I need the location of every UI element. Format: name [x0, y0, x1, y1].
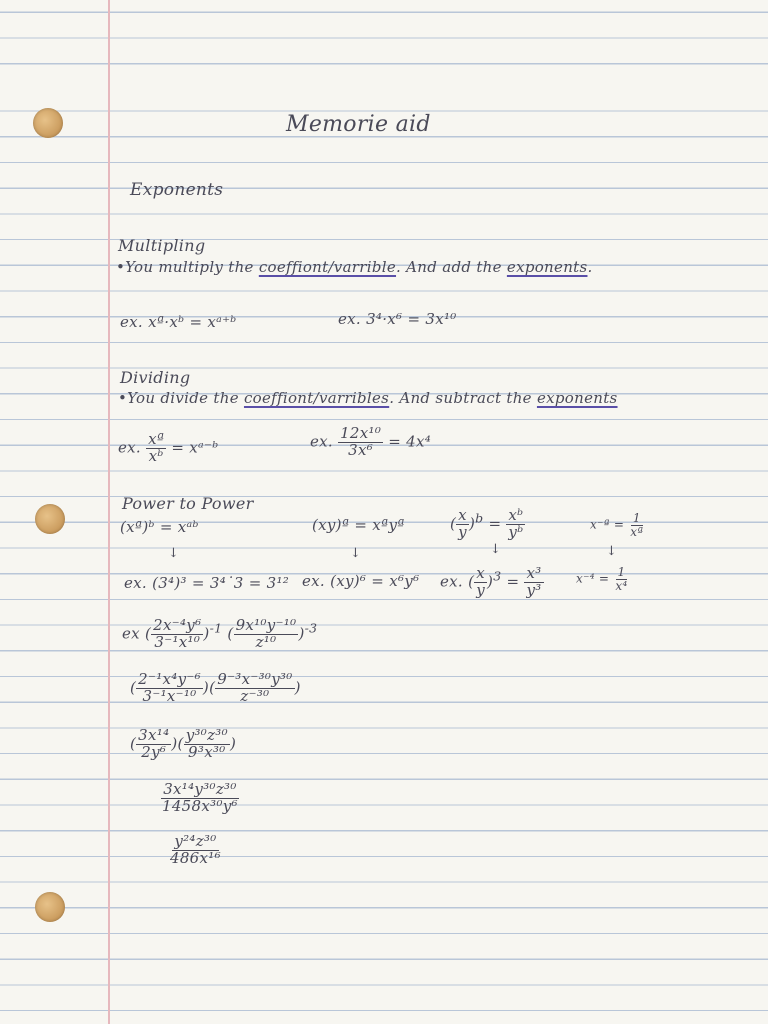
worked-s5-numerator: y²⁴z³⁰	[174, 832, 217, 850]
power-heading: Power to Power	[122, 494, 254, 513]
power-example-2: ex. (xy)⁶ = x⁶y⁶	[302, 572, 420, 590]
power-ex3-exponent: 3	[493, 568, 502, 584]
power-ex4-denominator: x⁴	[615, 578, 628, 593]
power-rule4-lhs: x⁻ª =	[590, 517, 625, 532]
dividing-ex2-denominator: 3x⁶	[348, 440, 374, 459]
worked-s2b-numerator: 9⁻³x⁻³⁰y³⁰	[217, 670, 293, 688]
arrow-down-icon: ↓	[168, 546, 180, 561]
worked-s1b-exponent: -3	[304, 620, 318, 636]
worked-s3b-denominator: 9³x³⁰	[188, 742, 226, 761]
worked-s2a-denominator: 3⁻¹x⁻¹⁰	[142, 686, 197, 705]
power-rule4-denominator: xª	[630, 524, 644, 539]
dividing-rule-mid: . And subtract the	[389, 389, 532, 407]
worked-s3b-numerator: y³⁰z³⁰	[185, 726, 228, 744]
worked-s1a-numerator: 2x⁻⁴y⁶	[153, 616, 202, 634]
multiplying-rule-end: .	[587, 258, 593, 276]
dividing-example-2	[310, 426, 431, 459]
worked-s5-fraction	[168, 834, 223, 867]
power-rule3-result	[506, 508, 525, 541]
power-ex4-fraction	[613, 566, 629, 592]
worked-s3a-fraction	[136, 728, 171, 761]
worked-step-4	[160, 782, 240, 815]
arrow-down-icon: ↓	[490, 542, 502, 557]
worked-s2b-fraction	[215, 672, 294, 705]
power-rule3-numerator: x	[458, 506, 467, 524]
worked-label: ex	[122, 624, 140, 643]
arrow-down-icon: ↓	[606, 544, 618, 559]
power-example-3: ex. ( $\frac{x}{y}$ )$^3$ = $\frac{\text{x³}}{\text{y³}}$	[440, 564, 542, 599]
binder-hole-middle	[35, 504, 65, 534]
page-title: Memorie aid	[286, 112, 431, 137]
power-ex3-numerator: x	[476, 564, 486, 582]
dividing-ex1-fraction	[146, 432, 166, 465]
power-rule-2: (xy)ª = xªyª	[312, 516, 405, 534]
dividing-ex1-numerator: xª	[148, 430, 165, 448]
binder-hole-bottom	[35, 892, 65, 922]
multiplying-heading: Multipling	[118, 236, 206, 255]
power-example-1: ex. (3⁴)³ = 3⁴˙3 = 3¹²	[124, 574, 290, 592]
multiplying-rule-mid: . And add the	[396, 258, 502, 276]
dividing-rule	[118, 389, 618, 407]
multiplying-rule-start: •You multiply the	[116, 258, 254, 276]
dividing-ex2-result: = 4x⁴	[388, 432, 432, 451]
section-heading: Exponents	[130, 180, 224, 200]
worked-s3b-fraction	[184, 728, 230, 761]
worked-s1a-denominator: 3⁻¹x¹⁰	[154, 632, 201, 651]
dividing-rule-start: •You divide the	[118, 389, 239, 407]
power-ex3-result	[524, 566, 543, 599]
worked-step-2: ( $\frac{\text{2⁻¹x⁴y⁻⁶}}{\text{3⁻¹x⁻¹⁰}}$ )( $\frac{\text{9⁻³x⁻³⁰y³⁰}}{\text{z⁻³⁰}}$ )	[130, 670, 301, 705]
power-rule-3: ( $\frac{x}{y}$ )$^b$ = $\frac{\text{xᵇ}}{\text{yᵇ}}$	[450, 506, 524, 541]
worked-s3a-denominator: 2y⁶	[141, 742, 167, 761]
dividing-ex1-denominator: xᵇ	[148, 446, 164, 465]
worked-s1b-denominator: z¹⁰	[255, 632, 277, 651]
worked-s4-denominator: 1458x³⁰y⁶	[162, 796, 238, 815]
worked-s2a-numerator: 2⁻¹x⁴y⁻⁶	[138, 670, 201, 688]
dividing-rule-coefficient: coeffiont/varribles	[243, 389, 390, 407]
power-rule-1: (xª)ᵇ = xᵃᵇ	[120, 518, 199, 536]
worked-step-3: ( $\frac{\text{3x¹⁴}}{\text{2y⁶}}$ )( $\frac{\text{y³⁰z³⁰}}{\text{9³x³⁰}}$ )	[130, 726, 237, 761]
dividing-ex1-label: ex.	[118, 438, 142, 457]
power-ex3-denominator: y	[476, 580, 486, 599]
multiplying-rule	[116, 258, 593, 276]
dividing-ex2-label: ex.	[310, 432, 334, 451]
multiplying-example-1: ex. xª·xᵇ = xᵃ⁺ᵇ	[120, 313, 237, 331]
worked-s2a-fraction	[136, 672, 203, 705]
dividing-ex2-numerator: 12x¹⁰	[340, 424, 382, 442]
dividing-ex1-result: = xᵃ⁻ᵇ	[171, 438, 219, 457]
dividing-heading: Dividing	[120, 368, 191, 387]
dividing-rule-exponents: exponents	[536, 389, 618, 407]
power-ex4-numerator: 1	[617, 565, 626, 579]
worked-s1a-exponent: -1	[209, 620, 223, 636]
worked-s3a-numerator: 3x¹⁴	[138, 726, 170, 744]
worked-s1b-numerator: 9x¹⁰y⁻¹⁰	[235, 616, 297, 634]
power-ex3-label: ex.	[440, 572, 464, 591]
multiplying-rule-exponents: exponents	[506, 258, 588, 276]
power-ex3-fraction	[474, 566, 487, 599]
power-example-4	[576, 566, 630, 592]
power-rule4-fraction	[628, 512, 645, 538]
multiplying-rule-coefficient: coeffiont/varrible	[258, 258, 397, 276]
worked-s4-fraction	[160, 782, 240, 815]
power-rule3-result-numerator: xᵇ	[508, 506, 524, 524]
worked-step-5	[168, 834, 223, 867]
dividing-example-1	[118, 432, 219, 465]
power-rule3-denominator: y	[458, 522, 467, 541]
worked-s1b-fraction	[234, 618, 299, 651]
arrow-down-icon: ↓	[350, 546, 362, 561]
worked-s5-denominator: 486x¹⁶	[170, 848, 221, 867]
power-rule3-exponent: b	[475, 510, 484, 526]
power-rule3-result-denominator: yᵇ	[508, 522, 524, 541]
worked-s2b-denominator: z⁻³⁰	[240, 686, 270, 705]
worked-s4-numerator: 3x¹⁴y³⁰z³⁰	[163, 780, 237, 798]
binder-hole-top	[33, 108, 63, 138]
power-rule4-numerator: 1	[632, 511, 641, 525]
worked-s1a-fraction	[151, 618, 203, 651]
power-ex3-result-denominator: y³	[526, 580, 542, 599]
power-rule3-fraction	[456, 508, 469, 541]
power-ex4-lhs: x⁻⁴ =	[576, 571, 610, 586]
power-rule-4	[590, 512, 645, 538]
multiplying-example-2: ex. 3⁴·x⁶ = 3x¹⁰	[338, 310, 457, 328]
dividing-ex2-fraction	[338, 426, 383, 459]
power-ex3-result-numerator: x³	[526, 564, 542, 582]
worked-step-1: ex ( $\frac{\text{2x⁻⁴y⁶}}{\text{3⁻¹x¹⁰}}$ )$^{-1}$ ( $\frac{\text{9x¹⁰y⁻¹⁰}}{\text{z¹⁰}}$ )$^{-3}$	[122, 616, 318, 651]
